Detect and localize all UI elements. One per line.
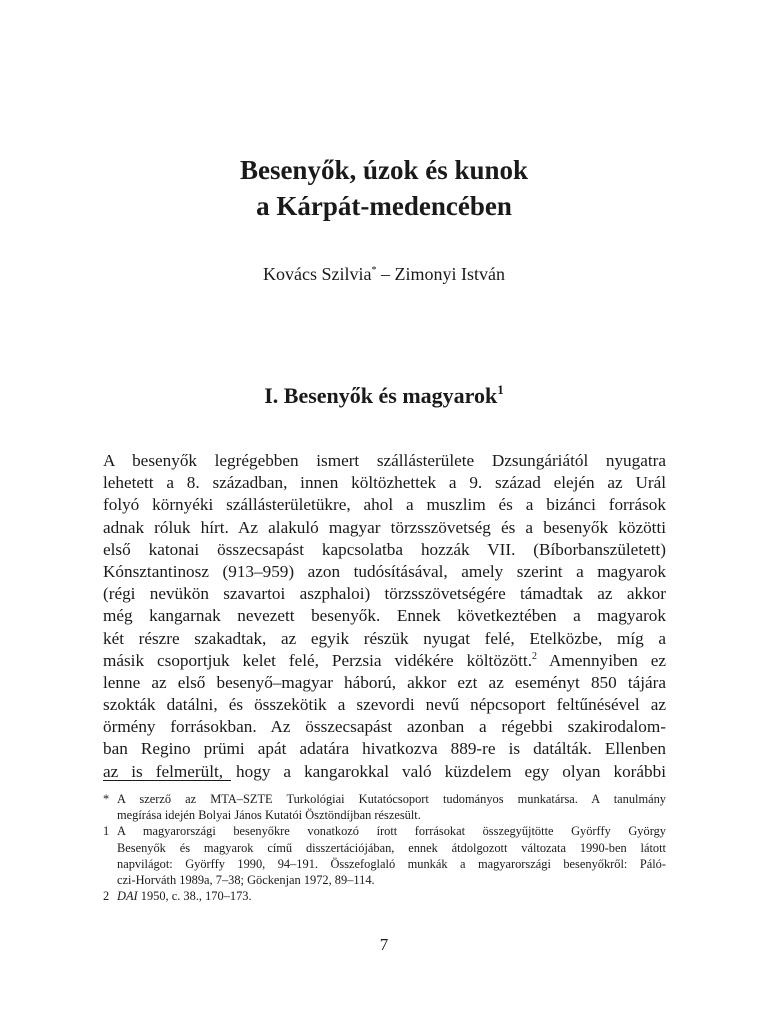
footnote-mark: 1 — [103, 824, 110, 839]
body-line: lenne az első besenyő–magyar háború, akkor ezt az eseményt 850 tájára — [103, 672, 666, 692]
body-line: két részre szakadtak, az egyik részük nyugat felé, Etelközbe, míg a — [103, 628, 666, 648]
body-line: A besenyők legrégebben ismert szállásterülete Dzsungáriától nyugatra — [103, 451, 666, 470]
body-line: folyó környéki szállásterületükre, ahol a muszlim és a bizánci források — [103, 495, 666, 515]
section-heading — [0, 382, 768, 410]
section-footnote-ref: 1 — [497, 382, 504, 397]
author-first: Kovács Szilvia — [263, 264, 372, 284]
footnote-star — [103, 791, 666, 823]
footnote-mark: * — [103, 792, 110, 806]
body-line-with-footnote — [103, 650, 666, 672]
body-paragraph — [103, 450, 666, 783]
title-line-2: a Kárpát-medencében — [256, 191, 512, 221]
footnote-line: A szerző az MTA–SZTE Turkológiai Kutatócsoport tudományos munkatársa. A tanulmány — [117, 792, 666, 806]
footnote-line: czi-Horváth 1989a, 7–38; Göckenjan 1972, 89–114. — [117, 873, 375, 888]
footnote-line: Besenyők és magyarok című disszertációjában, ennek átdolgozott változata 1990-ben látott — [117, 840, 666, 855]
body-line: Kónsztantinosz (913–959) azon tudósításával, amely szerint a magyarok — [103, 561, 666, 581]
body-line: (régi nevükön szavartoi aszphaloi) törzsszövetségére támadtak az akkor — [103, 584, 666, 604]
chapter-title — [0, 152, 768, 224]
body-line: örmény forrásokban. Az összecsapást azonban a régebbi szakirodalom- — [103, 717, 666, 737]
body-line: szokták datálni, és összekötik a szevordi nevű népcsoport feltűnésével az — [103, 695, 666, 715]
footnote-mark: 2 — [103, 889, 110, 904]
author-line — [0, 262, 768, 286]
author-second: Zimonyi István — [394, 264, 505, 284]
body-footnote-ref: 2 — [532, 650, 537, 662]
author-footnote-mark: * — [371, 265, 377, 276]
footnote-separator — [103, 780, 231, 781]
footnote-line: megírása idején Bolyai János Kutatói Ösztöndíjban részesült. — [117, 808, 421, 823]
footnote-text: 1950, c. 38., 170–173. — [137, 889, 252, 904]
body-line-part: Amennyiben ez — [537, 650, 666, 670]
section-heading-text: I. Besenyők és magyarok — [264, 383, 498, 408]
body-line: első katonai összecsapást kapcsolatba hozzák VII. (Bíborbanszületett) — [103, 539, 666, 559]
page-number: 7 — [379, 935, 389, 954]
title-line-1: Besenyők, úzok és kunok — [239, 155, 529, 185]
footnote-abbreviation: DAI — [117, 889, 138, 904]
footnote-2 — [103, 888, 666, 904]
body-line: még kangarnak nevezett besenyők. Ennek következtében a magyarok — [103, 606, 666, 626]
body-line: az is felmerült, hogy a kangarokkal való küzdelem egy olyan korábbi — [103, 761, 666, 781]
body-line: lehetett a 8. században, innen költözhettek a 9. század elején az Urál — [103, 473, 666, 493]
footnote-1 — [103, 823, 666, 888]
footnotes — [103, 791, 666, 904]
body-line-part: másik csoportjuk kelet felé, Perzsia vidékére költözött. — [103, 650, 532, 670]
footnote-line: A magyarországi besenyőkre vonatkozó írott forrásokat összegyűjtötte Györffy György — [117, 824, 666, 839]
body-line: ban Regino prümi apát adatára hivatkozva 889-re is datálták. Ellenben — [103, 739, 666, 759]
body-line: adnak róluk hírt. Az alakuló magyar törzsszövetség és a besenyők közötti — [103, 517, 666, 537]
author-separator: – — [376, 264, 395, 284]
footnote-line: napvilágot: Györffy 1990, 94–191. Összefoglaló munkák a magyarországi besenyőkről: Páló- — [117, 856, 666, 871]
footnote-line — [117, 888, 666, 904]
